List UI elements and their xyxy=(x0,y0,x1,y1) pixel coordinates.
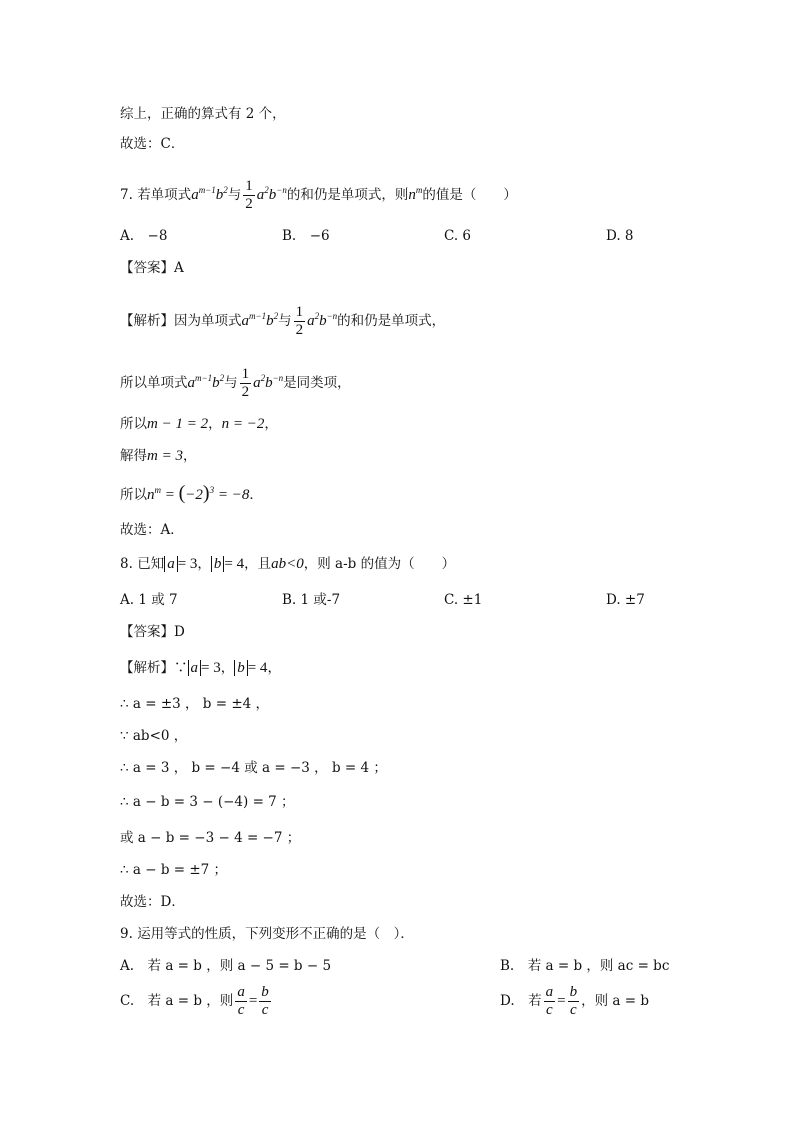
fraction-b-over-c: $\frac{b}{c}$ xyxy=(261,984,269,1018)
q7-analysis-4: 解得m = 3， xyxy=(120,448,197,464)
intro-line-2: 故选：C． xyxy=(120,136,185,152)
q7-analysis-5: 所以$n^m = (-2)^3 = -8$． xyxy=(120,482,263,504)
q7-option-c: C. 6 xyxy=(444,228,472,244)
fraction-a-over-c: $\frac{a}{c}$ xyxy=(237,984,245,1018)
q9-option-b: B. 若 a = b ，则 ac = bc xyxy=(500,958,670,974)
q7-analysis-2: 所以单项式$a^{m-1}b^2$与 $\frac{1}{2}$ $a^2b^{-n}$是同类项， xyxy=(120,366,351,400)
q8-stem: 8. 已知 a = 3， b = 4，且ab<0，则 a-b 的值为（ ） xyxy=(120,556,456,572)
abs-b: b xyxy=(211,556,225,572)
q8-option-a: A. 1 或 7 xyxy=(120,592,178,608)
q7-analysis-3: 所以m − 1 = 2，n = −2， xyxy=(120,416,278,432)
q8-analysis-7: ∴ a − b = ±7 ； xyxy=(120,862,228,878)
q8-analysis-5: ∴ a − b = 3 − (−4) = 7 ； xyxy=(120,794,295,810)
fraction-one-half: $\frac{1}{2}$ xyxy=(245,178,253,212)
q8-option-d: D. ±7 xyxy=(606,592,645,608)
abs-a: a xyxy=(164,556,178,572)
q8-analysis-4: ∴ a = 3 ， b = −4 或 a = −3 ， b = 4 ； xyxy=(120,760,387,776)
q8-analysis-6: 或 a − b = −3 − 4 = −7 ； xyxy=(120,830,301,846)
q7-answer: 【答案】A xyxy=(120,260,184,276)
q7-analysis-1: 【解析】因为单项式$a^{m-1}b^2$与 $\frac{1}{2}$ $a^2b^{-n}$的和仍是单项式， xyxy=(120,304,446,338)
q8-option-b: B. 1 或-7 xyxy=(282,592,341,608)
q8-analysis-2: ∴ a = ±3 ， b = ±4 ， xyxy=(120,696,270,712)
math-monomial-1: $a^{m-1}b^2$ xyxy=(191,185,228,203)
q7-analysis-6: 故选：A． xyxy=(120,522,184,538)
math-monomial-2: $a^2b^{-n}$ xyxy=(256,185,287,203)
q8-answer: 【答案】D xyxy=(120,624,185,640)
q9-option-d: D. 若 $\frac{a}{c}$ = $\frac{b}{c}$ ，则 a = b xyxy=(500,984,649,1018)
math-result: $n^m = (-2)^3 = -8$ xyxy=(147,482,250,504)
q9-option-a: A. 若 a = b ，则 a − 5 = b − 5 xyxy=(120,958,332,974)
intro-line-1: 综上，正确的算式有 2 个， xyxy=(120,106,286,122)
q9-stem: 9. 运用等式的性质，下列变形不正确的是（ ）． xyxy=(120,926,414,942)
q8-analysis-3: ∵ ab<0 ， xyxy=(120,728,188,744)
q8-analysis-1: 【解析】∵ a = 3， b = 4， xyxy=(120,660,281,676)
q7-option-a: A. −8 xyxy=(120,228,168,244)
q7-option-b: B. −6 xyxy=(282,228,330,244)
q9-option-c: C. 若 a = b ，则 $\frac{a}{c}$ = $\frac{b}{c}$ xyxy=(120,984,269,1018)
q7-option-d: D. 8 xyxy=(606,228,634,244)
q8-analysis-8: 故选：D． xyxy=(120,894,185,910)
math-n-power-m: $n^m$ xyxy=(408,185,423,203)
q8-option-c: C. ±1 xyxy=(444,592,483,608)
q7-stem: 7. 若单项式$a^{m-1}b^2$与 $\frac{1}{2}$ $a^2b^{-n}$的和仍是单项式，则$n^m$的值是（ ） xyxy=(120,178,517,212)
